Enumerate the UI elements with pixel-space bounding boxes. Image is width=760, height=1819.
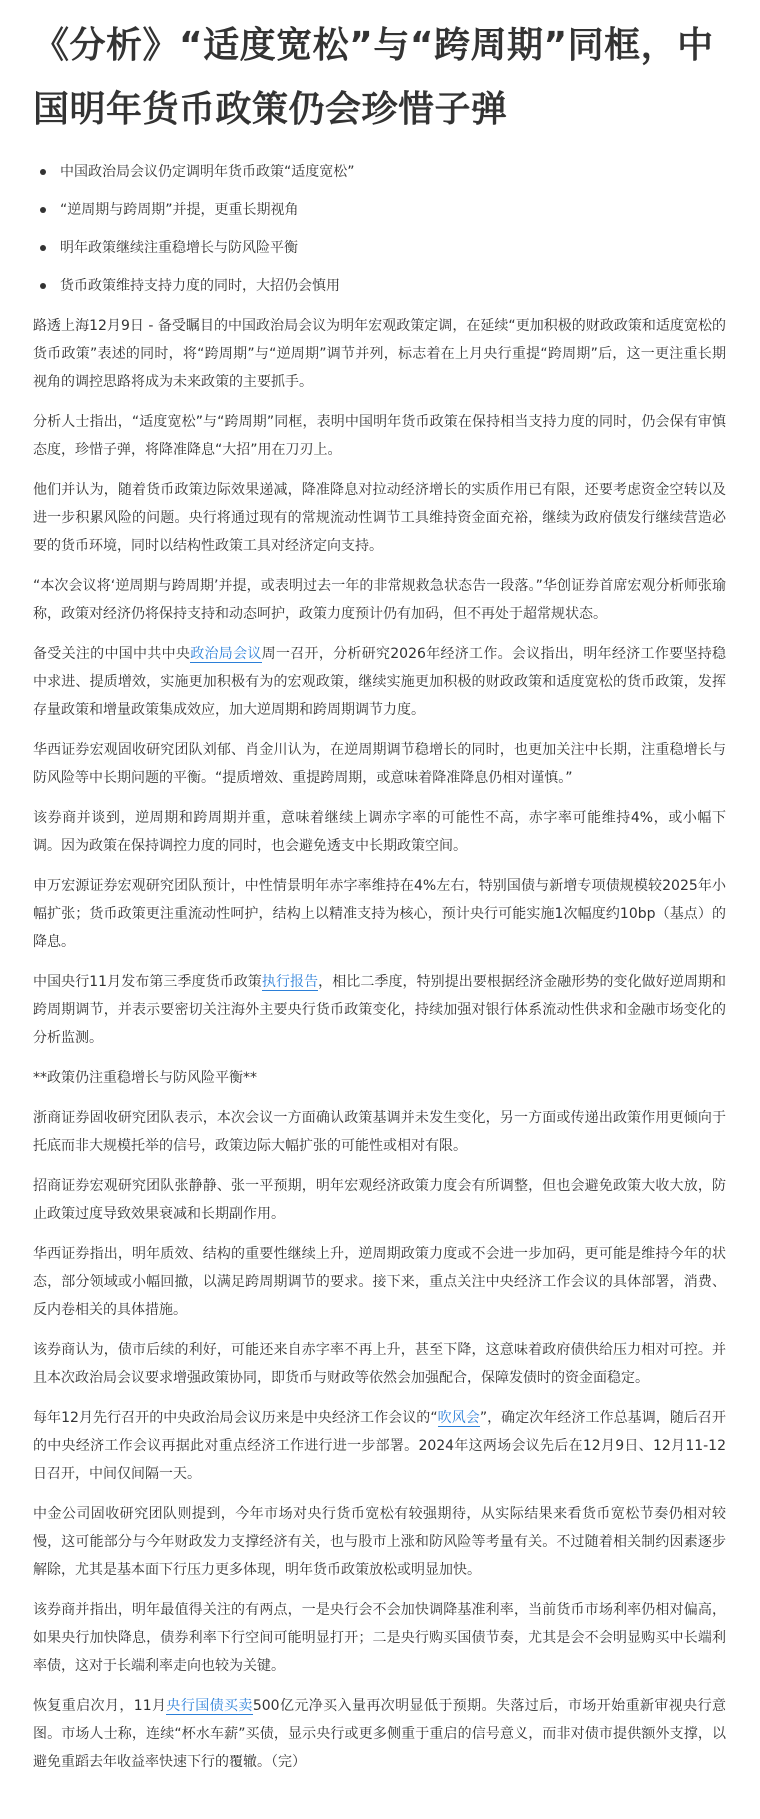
bullet-icon [40, 207, 46, 213]
policy-report-link[interactable]: 执行报告 [261, 974, 319, 990]
section-subheading: **政策仍注重稳增长与防风险平衡** [33, 1070, 257, 1086]
highlight-text: 货币政策维持支持力度的同时，大招仍会慎用 [60, 278, 340, 294]
highlight-text: 中国政治局会议仍定调明年货币政策“适度宽松” [60, 164, 355, 180]
paragraph-text: ”，确定次年经济工作总基调，随后召开的中央经济工作会议再据此对重点经济工作进行进一步部署。2024年这两场会议先后在12月9日、12月11-12日召开，中间仅间隔一天。 [33, 1410, 726, 1482]
paragraph: 该券商并指出，明年最值得关注的有两点，一是央行会不会加快调降基准利率，当前货币市场利率仍相对偏高，如果央行加快降息，债券利率下行空间可能明显打开；二是央行购买国债节奏，尤其是会不会明显购买中长端利率债，这对于长端利率走向也较为关键。 [33, 1602, 726, 1674]
paragraph: 该券商认为，债市后续的利好，可能还来自赤字率不再上升，甚至下降，这意味着政府债供给压力相对可控。并且本次政治局会议要求增强政策协同，即货币与财政等依然会加强配合，保障发债时的资金面稳定。 [33, 1342, 726, 1386]
paragraph-text: ，相比二季度，特别提出要根据经济金融形势的变化做好逆周期和跨周期调节，并表示要密切关注海外主要央行货币政策变化，持续加强对银行体系流动性供求和金融市场变化的分析监测。 [33, 974, 726, 1046]
paragraph: 申万宏源证券宏观研究团队预计，中性情景明年赤字率维持在4%左右，特别国债与新增专项债规模较2025年小幅扩张；货币政策更注重流动性呵护，结构上以精准支持为核心，预计央行可能实施1次幅度约10bp（基点）的降息。 [33, 878, 726, 950]
highlights-list [33, 162, 726, 296]
paragraph [33, 968, 726, 1052]
highlight-item [33, 238, 726, 258]
paragraph: 中金公司固收研究团队则提到，今年市场对央行货币宽松有较强期待，从实际结果来看货币宽松节奏仍相对较慢，这可能部分与今年财政发力支撑经济有关，也与股市上涨和防风险等考量有关。不过随着相关制约因素逐步解除，尤其是基本面下行压力更多体现，明年货币政策放松或明显加快。 [33, 1506, 726, 1578]
highlight-text: “逆周期与跨周期”并提，更重长期视角 [60, 202, 299, 218]
highlight-item [33, 162, 726, 182]
paragraph-text: 恢复重启次月，11月 [33, 1698, 167, 1714]
bullet-icon [40, 283, 46, 289]
paragraph: 该券商并谈到，逆周期和跨周期并重，意味着继续上调赤字率的可能性不高，赤字率可能维持4%，或小幅下调。因为政策在保持调控力度的同时，也会避免透支中长期政策空间。 [33, 810, 726, 854]
paragraph [33, 1692, 726, 1776]
paragraph [33, 640, 726, 724]
highlight-item [33, 200, 726, 220]
article-body [33, 312, 726, 1776]
paragraph: 浙商证券固收研究团队表示，本次会议一方面确认政策基调并未发生变化，另一方面或传递出政策作用更倾向于托底而非大规模托举的信号，政策边际大幅扩张的可能性或相对有限。 [33, 1110, 726, 1154]
briefing-meeting-link[interactable]: 吹风会 [437, 1410, 480, 1426]
paragraph-text: 每年12月先行召开的中央政治局会议历来是中央经济工作会议的“ [33, 1410, 438, 1426]
politburo-meeting-link[interactable]: 政治局会议 [190, 646, 262, 662]
paragraph-text: 500亿元净买入量再次明显低于预期。失落过后，市场开始重新审视央行意图。市场人士称，连续“杯水车薪”买债，显示央行或更多侧重于重启的信号意义，而非对债市提供额外支撑，以避免重蹈去年收益率快速下行的覆辙。（完） [33, 1698, 726, 1770]
highlight-text: 明年政策继续注重稳增长与防风险平衡 [60, 240, 298, 256]
pboc-bond-trading-link[interactable]: 央行国债买卖 [166, 1698, 253, 1714]
paragraph-dateline: 路透上海12月9日 - 备受瞩目的中国政治局会议为明年宏观政策定调，在延续“更加积极的财政政策和适度宽松的货币政策”表述的同时，将“跨周期”与“逆周期”调节并列，标志着在上月央行重提“跨周期”后，这一更注重长期视角的调控思路将成为未来政策的主要抓手。 [33, 318, 726, 390]
article-title: 《分析》“适度宽松”与“跨周期”同框，中国明年货币政策仍会珍惜子弹 [33, 25, 714, 130]
paragraph: 华西证券宏观固收研究团队刘郁、肖金川认为，在逆周期调节稳增长的同时，也更加关注中长期，注重稳增长与防风险等中长期问题的平衡。“提质增效、重提跨周期，或意味着降准降息仍相对谨慎。” [33, 742, 726, 786]
paragraph-text: 周一召开，分析研究2026年经济工作。会议指出，明年经济工作要坚持稳中求进、提质增效，实施更加积极有为的宏观政策，继续实施更加积极的财政政策和适度宽松的货币政策，发挥存量政策和增量政策集成效应，加大逆周期和跨周期调节力度。 [33, 646, 726, 718]
paragraph: “本次会议将‘逆周期与跨周期’并提，或表明过去一年的非常规救急状态告一段落。”华创证券首席宏观分析师张瑜称，政策对经济仍将保持支持和动态呵护，政策力度预计仍有加码，但不再处于超常规状态。 [33, 578, 726, 622]
bullet-icon [40, 169, 46, 175]
paragraph-text: 备受关注的中国中共中央 [33, 646, 191, 662]
paragraph-text: 中国央行11月发布第三季度货币政策 [33, 974, 262, 990]
paragraph: 他们并认为，随着货币政策边际效果递减，降准降息对拉动经济增长的实质作用已有限，还要考虑资金空转以及进一步积累风险的问题。央行将通过现有的常规流动性调节工具维持资金面充裕，继续为政府债发行继续营造必要的货币环境，同时以结构性政策工具对经济定向支持。 [33, 482, 726, 554]
bullet-icon [40, 245, 46, 251]
paragraph: 华西证券指出，明年质效、结构的重要性继续上升，逆周期政策力度或不会进一步加码，更可能是维持今年的状态，部分领域或小幅回撤，以满足跨周期调节的要求。接下来，重点关注中央经济工作会议的具体部署，消费、反内卷相关的具体措施。 [33, 1246, 726, 1318]
paragraph: 分析人士指出，“适度宽松”与“跨周期”同框，表明中国明年货币政策在保持相当支持力度的同时，仍会保有审慎态度，珍惜子弹，将降准降息“大招”用在刀刃上。 [33, 414, 726, 458]
paragraph [33, 1404, 726, 1488]
highlight-item [33, 276, 726, 296]
paragraph: 招商证券宏观研究团队张静静、张一平预期，明年宏观经济政策力度会有所调整，但也会避免政策大收大放，防止政策过度导致效果衰减和长期副作用。 [33, 1178, 726, 1222]
